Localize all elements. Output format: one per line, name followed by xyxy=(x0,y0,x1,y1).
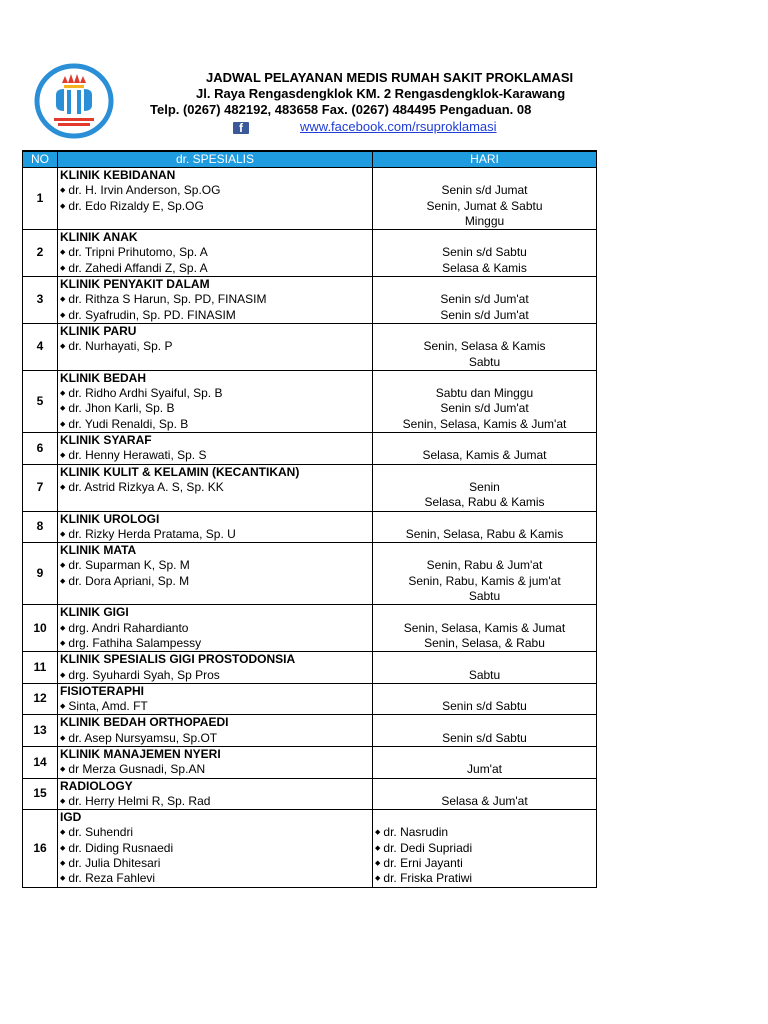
days-spacer xyxy=(373,779,596,794)
doctor-name: ◆ drg. Fathiha Salampessy xyxy=(60,636,372,651)
row-number: 8 xyxy=(23,511,58,543)
day-text: Senin, Selasa, Rabu & Kamis xyxy=(405,526,564,541)
doctor-name: ◆ dr. Henny Herawati, Sp. S xyxy=(60,448,372,463)
table-row xyxy=(23,230,597,277)
specialist-cell xyxy=(58,683,373,715)
day-text: Selasa, Rabu & Kamis xyxy=(424,495,545,510)
facebook-icon[interactable]: f xyxy=(233,122,249,134)
table-row xyxy=(23,746,597,778)
specialist-cell xyxy=(58,715,373,747)
specialist-cell xyxy=(58,277,373,324)
specialist-cell xyxy=(58,746,373,778)
clinic-name: KLINIK MANAJEMEN NYERI xyxy=(60,746,221,761)
doctor-name: ◆ dr. Friska Pratiwi xyxy=(375,871,596,886)
clinic-name: KLINIK ANAK xyxy=(60,230,138,245)
row-number: 1 xyxy=(23,168,58,230)
header-title: JADWAL PELAYANAN MEDIS RUMAH SAKIT PROKLAMASI xyxy=(206,70,574,85)
day-text: Senin s/d Sabtu xyxy=(442,245,527,260)
table-row xyxy=(23,433,597,465)
igd-spacer xyxy=(375,810,596,825)
days-spacer xyxy=(373,324,596,339)
table-row xyxy=(23,652,597,684)
day-text: Senin, Rabu & Jum'at xyxy=(426,558,543,573)
day-text: Senin s/d Jumat xyxy=(441,183,528,198)
specialist-cell xyxy=(58,511,373,543)
clinic-name: IGD xyxy=(60,810,82,825)
table-row xyxy=(23,323,597,370)
days-cell xyxy=(373,715,597,747)
row-number: 14 xyxy=(23,746,58,778)
specialist-cell xyxy=(58,230,373,277)
days-spacer xyxy=(373,168,596,183)
table-header-row xyxy=(23,151,597,168)
day-text: Senin s/d Jum'at xyxy=(440,401,529,416)
igd-right-cell xyxy=(373,810,597,887)
clinic-name: KLINIK BEDAH xyxy=(60,370,146,385)
doctor-name: ◆ drg. Syuhardi Syah, Sp Pros xyxy=(60,668,372,683)
doctor-name: ◆ dr. Rithza S Harun, Sp. PD, FINASIM xyxy=(60,292,372,307)
clinic-name: FISIOTERAPHI xyxy=(60,683,145,698)
specialist-cell xyxy=(58,605,373,652)
doctor-name: ◆ dr. Jhon Karli, Sp. B xyxy=(60,401,372,416)
specialist-cell xyxy=(58,433,373,465)
day-text: Selasa, Kamis & Jumat xyxy=(422,448,547,463)
doctor-name: ◆ dr. Syafrudin, Sp. PD. FINASIM xyxy=(60,308,372,323)
day-text: Sabtu xyxy=(468,667,501,682)
doctor-name: ◆ dr. H. Irvin Anderson, Sp.OG xyxy=(60,183,372,198)
day-text: Senin, Selasa & Kamis xyxy=(423,339,546,354)
doctor-name: ◆ dr. Edo Rizaldy E, Sp.OG xyxy=(60,199,372,214)
table-row xyxy=(23,168,597,230)
days-cell xyxy=(373,605,597,652)
days-spacer xyxy=(373,684,596,699)
doctor-name: ◆ dr. Rizky Herda Pratama, Sp. U xyxy=(60,527,372,542)
days-cell xyxy=(373,323,597,370)
doctor-name: ◆ drg. Andri Rahardianto xyxy=(60,621,372,636)
doctor-name: ◆ dr. Ridho Ardhi Syaiful, Sp. B xyxy=(60,386,372,401)
days-spacer xyxy=(373,747,596,762)
day-text: Selasa & Jum'at xyxy=(441,793,528,808)
clinic-name: KLINIK PENYAKIT DALAM xyxy=(60,277,210,292)
clinic-name: KLINIK GIGI xyxy=(60,605,129,620)
row-number: 4 xyxy=(23,323,58,370)
table-row xyxy=(23,715,597,747)
day-text: Senin s/d Sabtu xyxy=(442,730,527,745)
days-spacer xyxy=(373,652,596,667)
row-number: 15 xyxy=(23,778,58,810)
days-cell xyxy=(373,370,597,432)
table-row xyxy=(23,370,597,432)
specialist-cell xyxy=(58,323,373,370)
doctor-name: ◆ dr. Astrid Rizkya A. S, Sp. KK xyxy=(60,480,372,495)
day-text: Senin, Selasa, Kamis & Jumat xyxy=(403,620,566,635)
column-header-no: NO xyxy=(23,151,58,168)
header-address: Jl. Raya Rengasdengklok KM. 2 Rengasdengklok-Karawang xyxy=(196,86,566,101)
table-row xyxy=(23,464,597,511)
day-text: Senin, Jumat & Sabtu xyxy=(426,198,543,213)
doctor-name: ◆ dr. Tripni Prihutomo, Sp. A xyxy=(60,245,372,260)
day-text: Jum'at xyxy=(467,762,502,777)
table-row xyxy=(23,778,597,810)
day-text: Sabtu xyxy=(468,354,501,369)
row-number: 12 xyxy=(23,683,58,715)
days-cell xyxy=(373,464,597,511)
days-spacer xyxy=(373,230,596,245)
column-header-specialist: dr. SPESIALIS xyxy=(58,151,373,168)
days-cell xyxy=(373,168,597,230)
day-text: Sabtu xyxy=(468,589,501,604)
specialist-cell xyxy=(58,370,373,432)
days-cell xyxy=(373,277,597,324)
days-cell xyxy=(373,652,597,684)
days-cell xyxy=(373,683,597,715)
clinic-name: KLINIK SYARAF xyxy=(60,433,152,448)
day-text: Senin s/d Sabtu xyxy=(442,699,527,714)
clinic-name: KLINIK SPESIALIS GIGI PROSTODONSIA xyxy=(60,652,296,667)
row-number: 10 xyxy=(23,605,58,652)
doctor-name: ◆ dr. Asep Nursyamsu, Sp.OT xyxy=(60,731,372,746)
row-number: 13 xyxy=(23,715,58,747)
row-number: 7 xyxy=(23,464,58,511)
clinic-name: KLINIK BEDAH ORTHOPAEDI xyxy=(60,715,229,730)
facebook-link[interactable]: www.facebook.com/rsuproklamasi xyxy=(300,119,497,134)
clinic-name: KLINIK KEBIDANAN xyxy=(60,168,176,182)
doctor-name: ◆ dr. Nurhayati, Sp. P xyxy=(60,339,372,354)
days-cell xyxy=(373,433,597,465)
doctor-name: ◆ dr. Reza Fahlevi xyxy=(60,871,372,886)
day-text: Senin s/d Jum'at xyxy=(440,307,529,322)
doctor-name: ◆ dr. Suhendri xyxy=(60,825,372,840)
specialist-cell xyxy=(58,778,373,810)
doctor-name: ◆ dr. Nasrudin xyxy=(375,825,596,840)
hospital-logo xyxy=(34,63,114,139)
days-cell xyxy=(373,778,597,810)
day-text: Senin, Rabu, Kamis & jum'at xyxy=(408,573,561,588)
doctor-name: ◆ dr. Dedi Supriadi xyxy=(375,841,596,856)
row-number: 9 xyxy=(23,543,58,605)
days-spacer xyxy=(373,371,596,386)
clinic-name: KLINIK UROLOGI xyxy=(60,511,160,526)
doctor-name: ◆ dr. Yudi Renaldi, Sp. B xyxy=(60,417,372,432)
days-spacer xyxy=(373,433,596,448)
row-number: 11 xyxy=(23,652,58,684)
row-number: 16 xyxy=(23,810,58,887)
table-row xyxy=(23,683,597,715)
day-text: Senin s/d Jum'at xyxy=(440,292,529,307)
day-text: Sabtu dan Minggu xyxy=(435,386,534,401)
table-row-igd xyxy=(23,810,597,887)
table-row xyxy=(23,605,597,652)
days-spacer xyxy=(373,715,596,730)
table-row xyxy=(23,511,597,543)
days-spacer xyxy=(373,543,596,558)
document-header xyxy=(0,0,768,150)
days-spacer xyxy=(373,605,596,620)
row-number: 6 xyxy=(23,433,58,465)
row-number: 5 xyxy=(23,370,58,432)
day-text: Senin, Selasa, & Rabu xyxy=(424,635,545,650)
clinic-name: KLINIK KULIT & KELAMIN (KECANTIKAN) xyxy=(60,464,300,479)
days-cell xyxy=(373,746,597,778)
days-spacer xyxy=(373,512,596,527)
doctor-name: ◆ dr. Herry Helmi R, Sp. Rad xyxy=(60,794,372,809)
doctor-name: ◆ dr. Julia Dhitesari xyxy=(60,856,372,871)
days-cell xyxy=(373,511,597,543)
day-text: Selasa & Kamis xyxy=(442,260,527,275)
doctor-name: ◆ dr. Diding Rusnaedi xyxy=(60,841,372,856)
specialist-cell xyxy=(58,652,373,684)
specialist-cell xyxy=(58,464,373,511)
clinic-name: KLINIK PARU xyxy=(60,323,137,338)
table-row xyxy=(23,543,597,605)
clinic-name: KLINIK MATA xyxy=(60,543,137,558)
doctor-name: ◆ dr Merza Gusnadi, Sp.AN xyxy=(60,762,372,777)
column-header-days: HARI xyxy=(373,151,597,168)
row-number: 3 xyxy=(23,277,58,324)
doctor-name: ◆ dr. Zahedi Affandi Z, Sp. A xyxy=(60,261,372,276)
day-text: Senin xyxy=(469,479,500,494)
doctor-name: ◆ Sinta, Amd. FT xyxy=(60,699,372,714)
days-cell xyxy=(373,230,597,277)
header-contact: Telp. (0267) 482192, 483658 Fax. (0267) 484495 Pengaduan. 08 xyxy=(150,102,532,117)
days-spacer xyxy=(373,277,596,292)
table-row xyxy=(23,277,597,324)
specialist-cell xyxy=(58,168,373,230)
igd-left-cell xyxy=(58,810,373,887)
schedule-rows xyxy=(23,168,597,888)
doctor-name: ◆ dr. Dora Apriani, Sp. M xyxy=(60,574,372,589)
row-number: 2 xyxy=(23,230,58,277)
clinic-name: RADIOLOGY xyxy=(60,778,133,793)
doctor-name: ◆ dr. Erni Jayanti xyxy=(375,856,596,871)
doctor-name: ◆ dr. Suparman K, Sp. M xyxy=(60,558,372,573)
day-text: Senin, Selasa, Kamis & Jum'at xyxy=(402,416,567,431)
days-cell xyxy=(373,543,597,605)
schedule-table xyxy=(22,150,597,888)
day-text: Minggu xyxy=(464,213,505,228)
specialist-cell xyxy=(58,543,373,605)
days-spacer xyxy=(373,465,596,480)
